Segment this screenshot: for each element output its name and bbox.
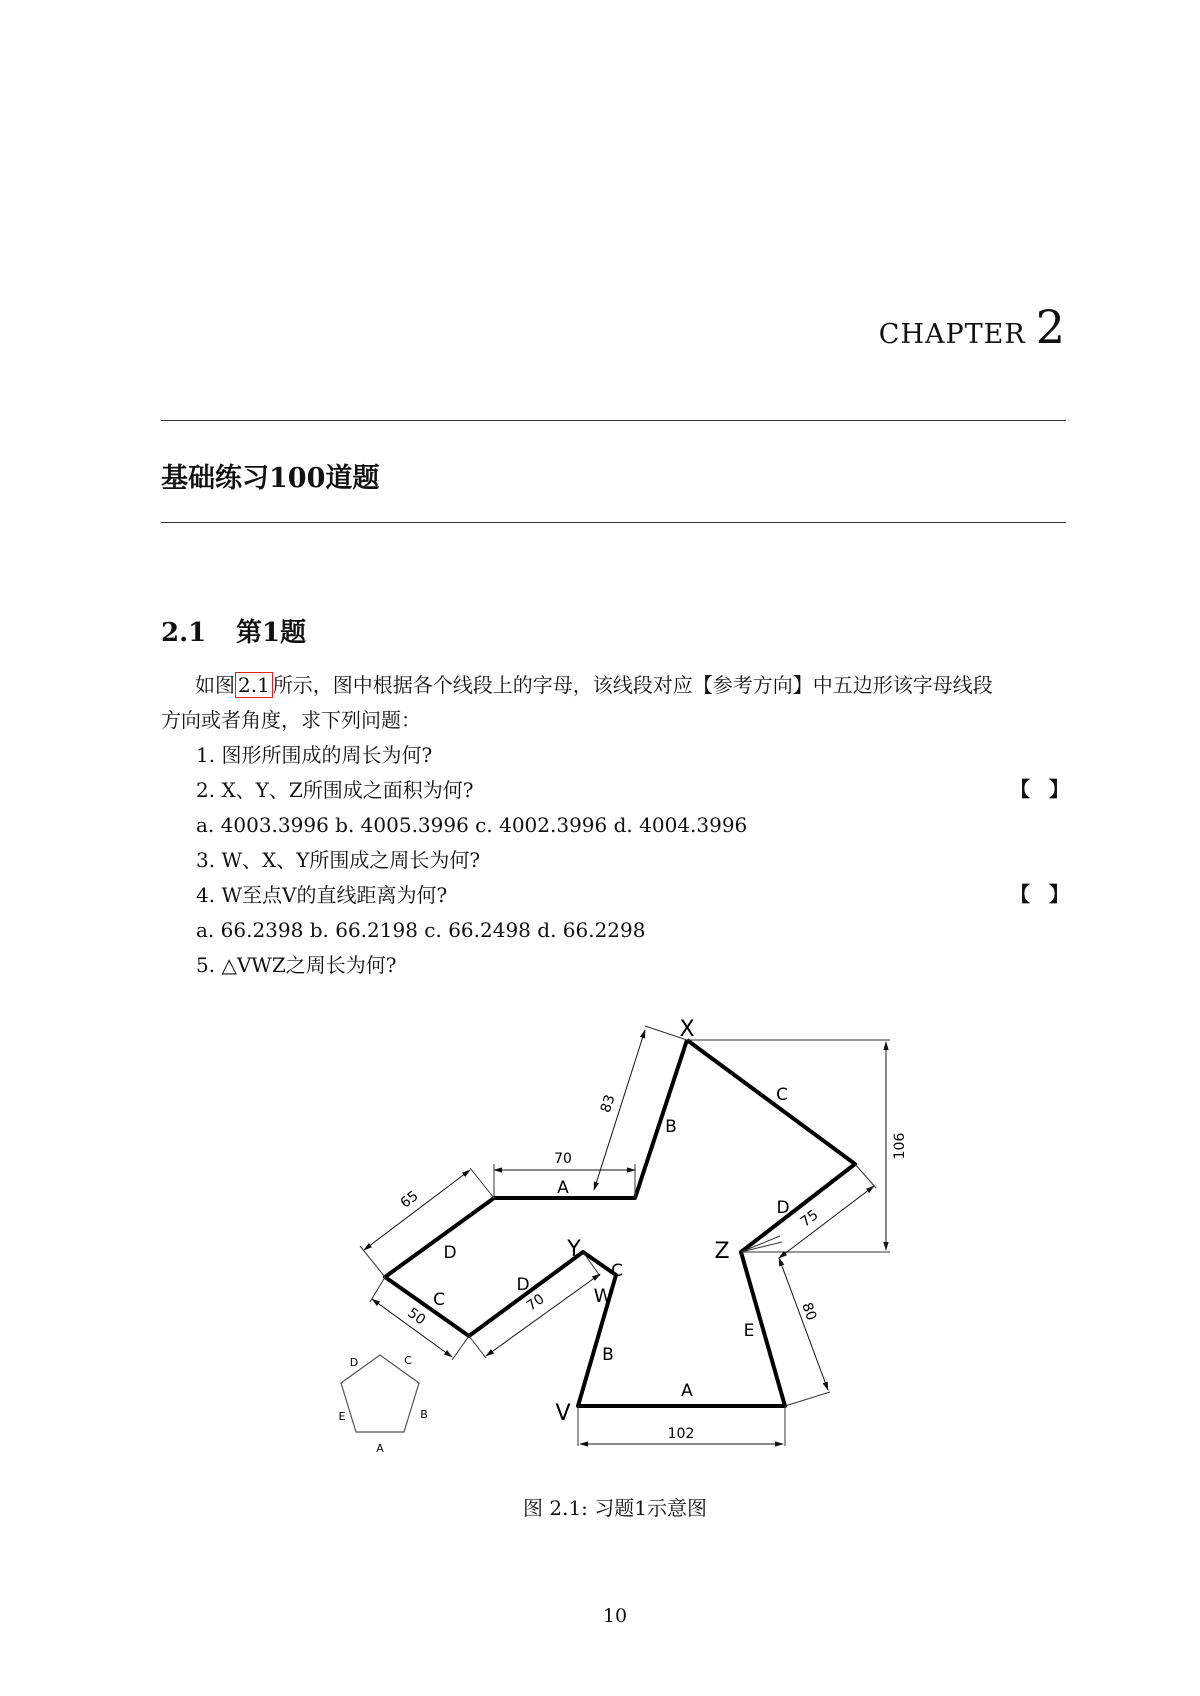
point-label-x: X xyxy=(679,1017,695,1042)
intro-line-2: 方向或者角度，求下列问题： xyxy=(161,708,421,732)
pentagon-label: B xyxy=(420,1408,428,1421)
point-label-w: W xyxy=(593,1285,613,1307)
dimension-value: 83 xyxy=(597,1092,619,1115)
segment-label: D xyxy=(443,1243,457,1263)
segment-label: E xyxy=(743,1321,755,1341)
segment-label: D xyxy=(516,1275,530,1295)
point-label-z: Z xyxy=(714,1239,730,1264)
segment-labels xyxy=(433,1085,789,1401)
segment-label: B xyxy=(665,1117,677,1137)
page-number: 10 xyxy=(602,1605,628,1627)
question-3: 3. W、X、Y所围成之周长为何? xyxy=(196,848,481,872)
dimension-value: 65 xyxy=(397,1188,422,1212)
segment-label: C xyxy=(611,1261,623,1281)
answer-bracket: 【 】 xyxy=(1010,777,1075,801)
point-labels xyxy=(555,1017,729,1426)
dimension-value: 70 xyxy=(523,1291,548,1315)
segment-label: A xyxy=(681,1381,693,1401)
dimension-value: 106 xyxy=(892,1132,908,1160)
chapter-title: 基础练习100道题 xyxy=(161,463,380,494)
dimension-value: 75 xyxy=(797,1207,822,1231)
section-title: 第1题 xyxy=(236,618,307,648)
point-label-v: V xyxy=(555,1401,571,1426)
section-number: 2.1 xyxy=(161,618,207,648)
segment-label: D xyxy=(776,1198,790,1218)
segment-label: C xyxy=(433,1290,445,1310)
question-2: 2. X、Y、Z所围成之面积为何? xyxy=(196,778,474,802)
point-label-y: Y xyxy=(567,1237,581,1262)
dimension-value: 50 xyxy=(404,1305,429,1329)
pentagon-label: D xyxy=(349,1356,359,1369)
segment-label: B xyxy=(602,1345,614,1365)
intro-prefix: 如图 xyxy=(195,673,235,697)
question-2-options: a. 4003.3996 b. 4005.3996 c. 4002.3996 d. 4004.3996 xyxy=(196,813,748,837)
pentagon-label: A xyxy=(376,1442,384,1455)
reference-pentagon xyxy=(339,1354,428,1455)
chapter-word: CHAPTER xyxy=(878,319,1026,350)
figure-ref-link[interactable]: 2.1 xyxy=(235,672,273,698)
dimension-value: 102 xyxy=(667,1426,695,1442)
question-1: 1. 图形所围成的周长为何? xyxy=(196,743,433,767)
intro-text: 所示，图中根据各个线段上的字母，该线段对应【参考方向】中五边形该字母线段 xyxy=(272,673,993,697)
answer-bracket: 【 】 xyxy=(1010,882,1075,906)
pentagon-label: E xyxy=(338,1410,346,1423)
figure-caption: 图 2.1: 习题1示意图 xyxy=(523,1496,707,1520)
question-5: 5. △VWZ之周长为何? xyxy=(196,953,397,977)
pentagon-label: C xyxy=(404,1354,412,1367)
question-4: 4. W至点V的直线距离为何? xyxy=(196,883,448,907)
question-4-options: a. 66.2398 b. 66.2198 c. 66.2498 d. 66.2298 xyxy=(196,918,646,942)
segment-label: C xyxy=(776,1085,788,1105)
segment-label: A xyxy=(557,1178,569,1198)
chapter-number: 2 xyxy=(1035,300,1066,354)
dimension-value: 70 xyxy=(554,1151,572,1167)
dimension-value: 80 xyxy=(798,1300,820,1323)
